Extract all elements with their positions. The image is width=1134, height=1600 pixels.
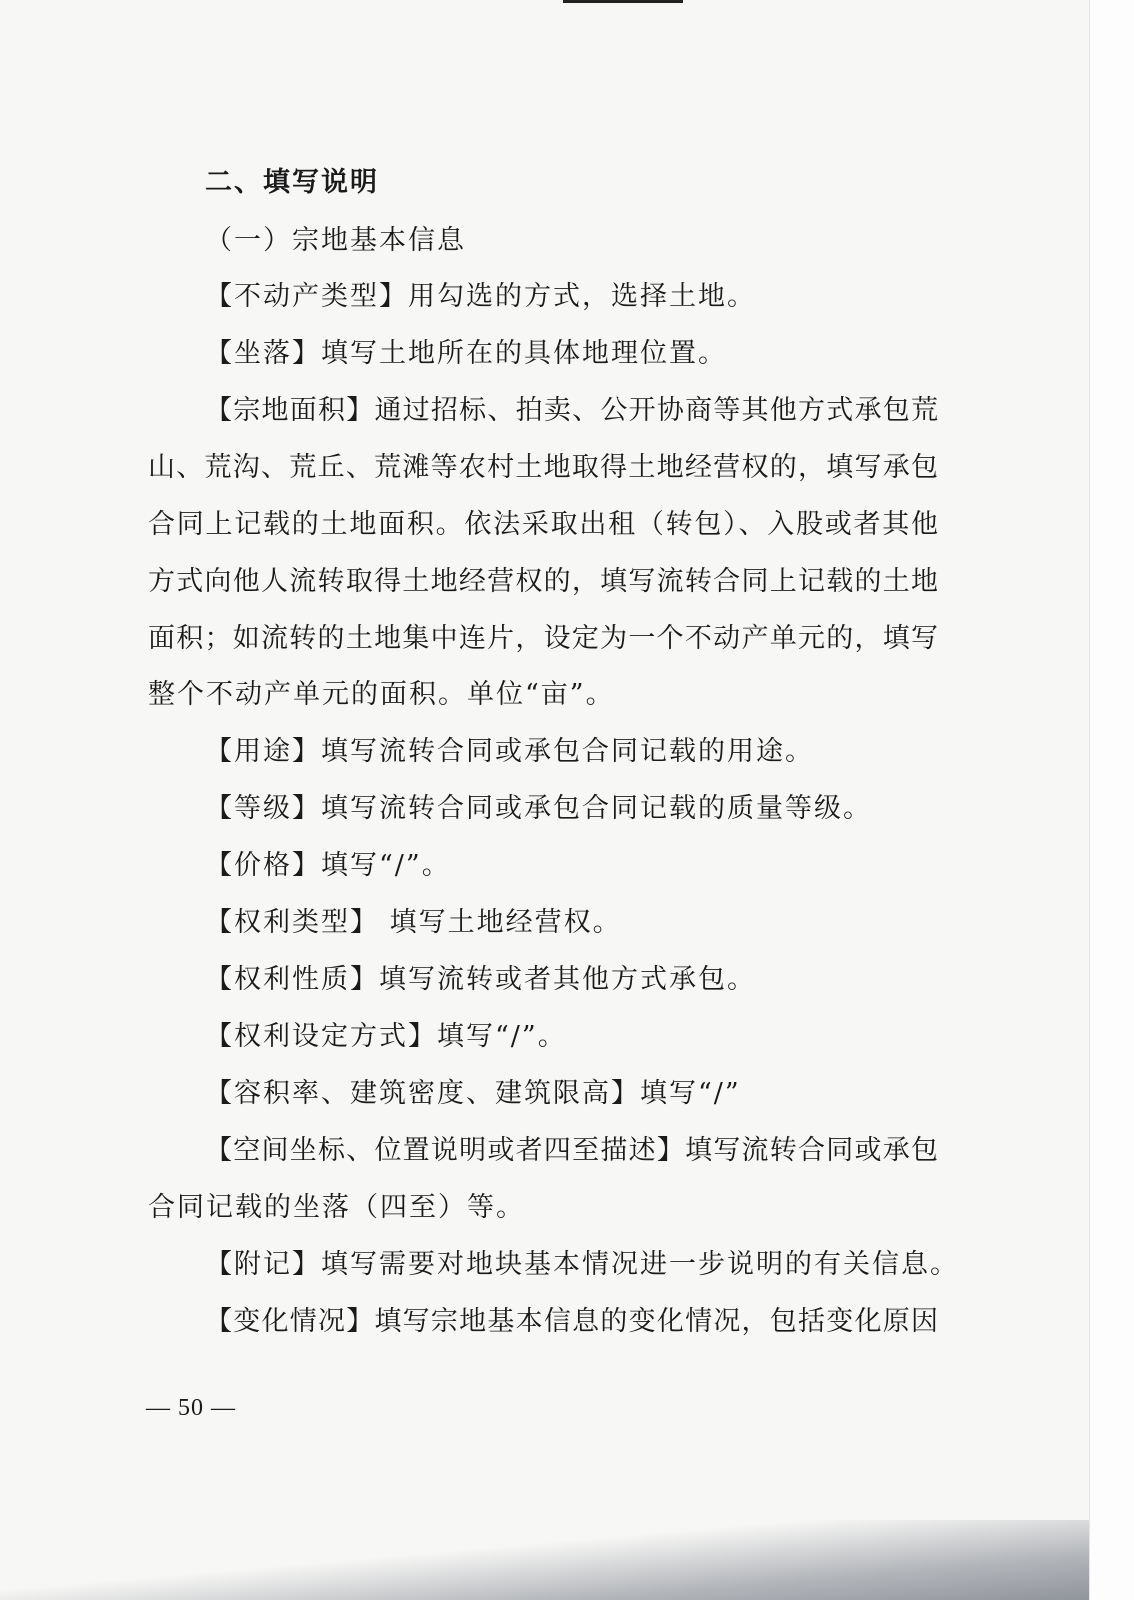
paragraph-line: 【宗地面积】通过招标、拍卖、公开协商等其他方式承包荒 [205,395,938,426]
paragraph-line: 面积；如流转的土地集中连片，设定为一个不动产单元的，填写 [148,623,938,654]
paragraph-line: 合同上记载的土地面积。依法采取出租（转包）、入股或者其他 [148,509,938,540]
paragraph-line: 山、荒沟、荒丘、荒滩等农村土地取得土地经营权的，填写承包 [148,452,938,483]
paragraph-line: 【价格】填写“/”。 [205,850,451,881]
paragraph-line: 【坐落】填写土地所在的具体地理位置。 [205,338,727,369]
paragraph-line: 【空间坐标、位置说明或者四至描述】填写流转合同或承包 [205,1135,938,1166]
paragraph-line: 【用途】填写流转合同或承包合同记载的用途。 [205,736,814,767]
page-number: — 50 — [146,1395,236,1421]
section-heading: 二、填写说明 [205,167,379,198]
subsection-heading: （一）宗地基本信息 [205,225,466,256]
paragraph-line: 【权利性质】填写流转或者其他方式承包。 [205,964,756,995]
paragraph-line: 合同记载的坐落（四至）等。 [148,1192,525,1223]
top-edge-mark [563,0,683,3]
paragraph-line: 整个不动产单元的面积。单位“亩”。 [148,679,615,710]
scan-right-margin [1089,0,1134,1600]
scan-bottom-shadow [0,1520,1090,1600]
paragraph-line: 【权利类型】 填写土地经营权。 [205,907,622,938]
paragraph-line: 【容积率、建筑密度、建筑限高】填写“/” [205,1078,741,1109]
paragraph-line: 【不动产类型】用勾选的方式，选择土地。 [205,281,756,312]
paragraph-line: 【等级】填写流转合同或承包合同记载的质量等级。 [205,793,872,824]
paragraph-line: 【权利设定方式】填写“/”。 [205,1021,567,1052]
paragraph-line: 方式向他人流转取得土地经营权的，填写流转合同上记载的土地 [148,566,938,597]
paragraph-line: 【变化情况】填写宗地基本信息的变化情况，包括变化原因 [205,1306,938,1337]
paragraph-line: 【附记】填写需要对地块基本情况进一步说明的有关信息。 [205,1249,959,1280]
